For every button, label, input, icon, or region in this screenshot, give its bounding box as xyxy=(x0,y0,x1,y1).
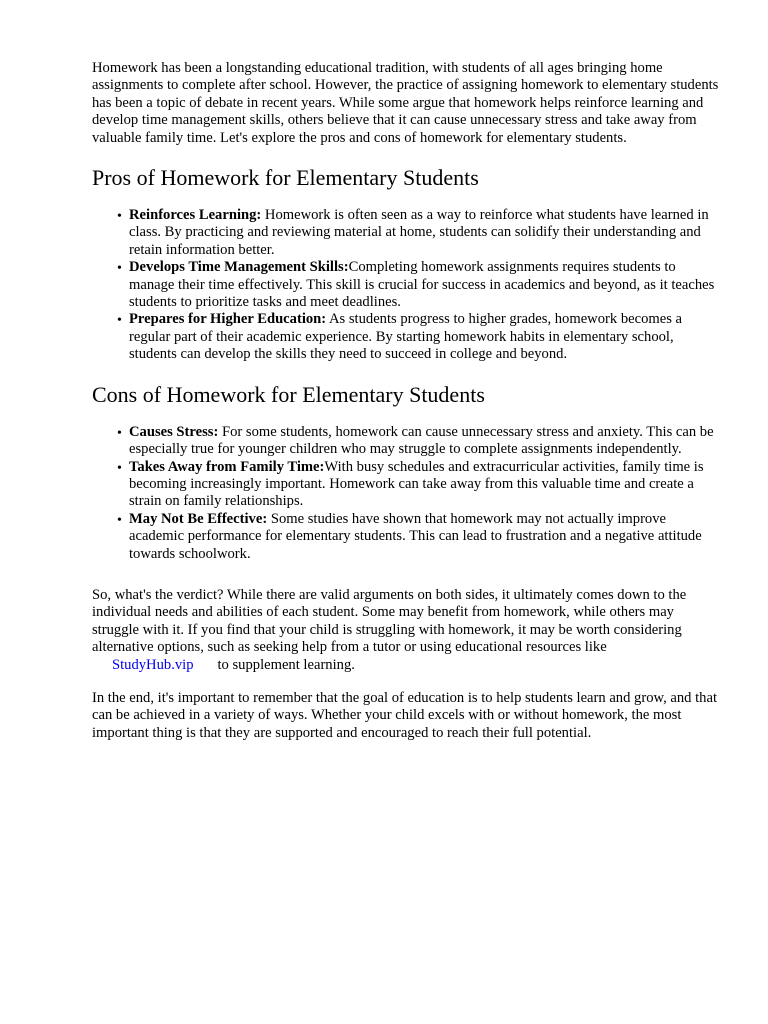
item-text: Some studies have shown that homework may not actually improve academic performance for elementary students. This can lead to frustration and a negative attitude towards schoolwork. xyxy=(129,510,702,562)
verdict-paragraph xyxy=(92,587,722,674)
bullet-icon: • xyxy=(117,425,122,441)
bullet-icon: • xyxy=(117,313,122,329)
item-text: With busy schedules and extracurricular activities, family time is becoming increasingly important. Homework can take away from this valuable time and create a strain on family relationships. xyxy=(129,458,704,510)
intro-paragraph: Homework has been a longstanding educational tradition, with students of all ages bringing home assignments to complete after school. However, the practice of assigning homework to elementary students has been a topic of debate in recent years. While some argue that homework helps reinforce learning and develop time management skills, others believe that it can cause unnecessary stress and take away from valuable family time. Let's explore the pros and cons of homework for elementary students. xyxy=(92,60,719,146)
bullet-icon: • xyxy=(117,512,122,528)
document-body xyxy=(92,60,722,742)
pros-list xyxy=(92,207,722,364)
item-title: Causes Stress: xyxy=(129,423,219,440)
cons-list xyxy=(92,424,722,563)
ending-paragraph: In the end, it's important to remember that the goal of education is to help students learn and grow, and that can be achieved in a variety of ways. Whether your child excels with or without homework, the most important thing is that they are supported and encouraged to reach their full potential. xyxy=(92,689,717,741)
item-text: For some students, homework can cause unnecessary stress and anxiety. This can be especially true for younger children who may struggle to complete assignments independently. xyxy=(129,423,714,458)
bullet-icon: • xyxy=(117,460,122,476)
bullet-icon: • xyxy=(117,261,122,277)
verdict-after-text: to supplement learning. xyxy=(217,656,355,673)
item-text: As students progress to higher grades, homework becomes a regular part of their academic experience. By starting homework habits in elementary school, students can develop the skills they need to succeed in college and beyond. xyxy=(129,311,683,363)
item-title: Develops Time Management Skills: xyxy=(129,259,349,276)
item-text: Completing homework assignments requires students to manage their time effectively. This skill is crucial for success in academics and beyond, as it teaches students to prioritize tasks and meet deadlines. xyxy=(129,259,715,311)
item-title: May Not Be Effective: xyxy=(129,510,268,527)
item-title: Reinforces Learning: xyxy=(129,207,262,224)
list-item xyxy=(117,423,722,459)
bullet-icon: • xyxy=(117,209,122,225)
list-item xyxy=(117,311,722,363)
list-item xyxy=(117,259,722,311)
list-item xyxy=(117,207,722,259)
list-item xyxy=(117,458,722,511)
cons-heading: Cons of Homework for Elementary Students xyxy=(92,381,485,407)
item-text: Homework is often seen as a way to reinforce what students have learned in class. By practicing and reviewing material at home, students can solidify their understanding and retain information better. xyxy=(129,207,709,258)
pros-heading: Pros of Homework for Elementary Students xyxy=(92,165,479,191)
list-item xyxy=(117,510,722,563)
studyhub-link[interactable]: StudyHub.vip xyxy=(112,656,194,673)
item-title: Prepares for Higher Education: xyxy=(129,311,327,328)
verdict-text: So, what's the verdict? While there are valid arguments on both sides, it ultimately comes down to the individual needs and abilities of each student. Some may benefit from homework, while others may struggle with it. If you find that your child is struggling with homework, it may be worth considering alternative options, such as seeking help from a tutor or using educational resources like xyxy=(92,586,687,656)
item-title: Takes Away from Family Time: xyxy=(129,458,325,475)
